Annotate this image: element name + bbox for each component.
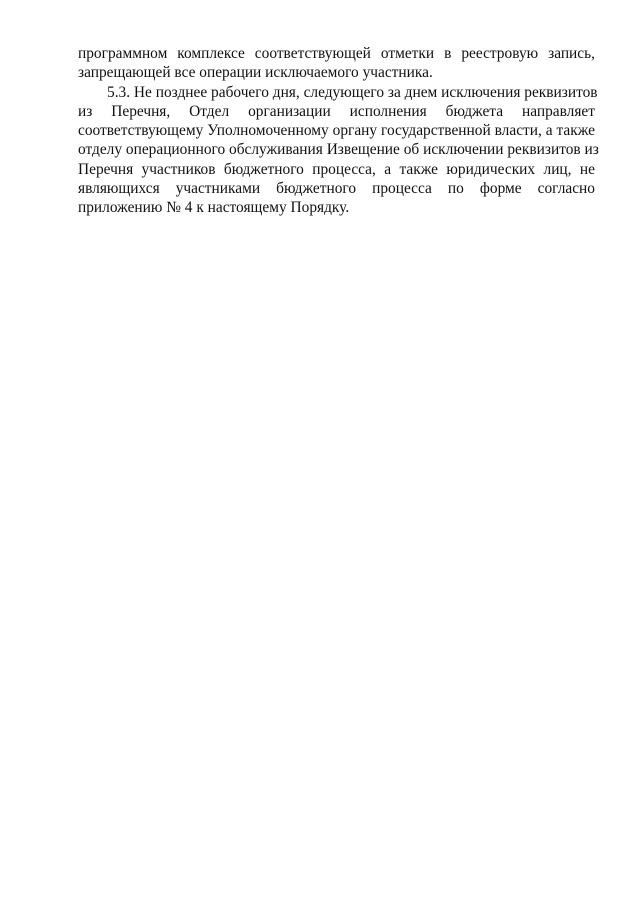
text-line: отделу операционного обслуживания Извещение об исключении реквизитов из	[78, 141, 599, 159]
paragraph-5-3	[78, 83, 599, 218]
text-line: соответствующему Уполномоченному органу государственной власти, а также	[78, 122, 595, 140]
text-line: приложению № 4 к настоящему Порядку.	[78, 199, 350, 217]
text-line: 5.3. Не позднее рабочего дня, следующего за днем исключения реквизитов	[107, 83, 598, 101]
document-body	[78, 44, 599, 218]
text-line: Перечня участников бюджетного процесса, а также юридических лиц, не	[78, 160, 595, 178]
text-line: программном комплексе соответствующей отметки в реестровую запись,	[78, 45, 595, 62]
text-line: из Перечня, Отдел организации исполнения бюджета направляет	[78, 102, 595, 120]
text-line: запрещающей все операции исключаемого участника.	[78, 64, 433, 82]
paragraph-continuation	[78, 44, 595, 83]
text-line: являющихся участниками бюджетного процесса по форме согласно	[78, 180, 595, 198]
